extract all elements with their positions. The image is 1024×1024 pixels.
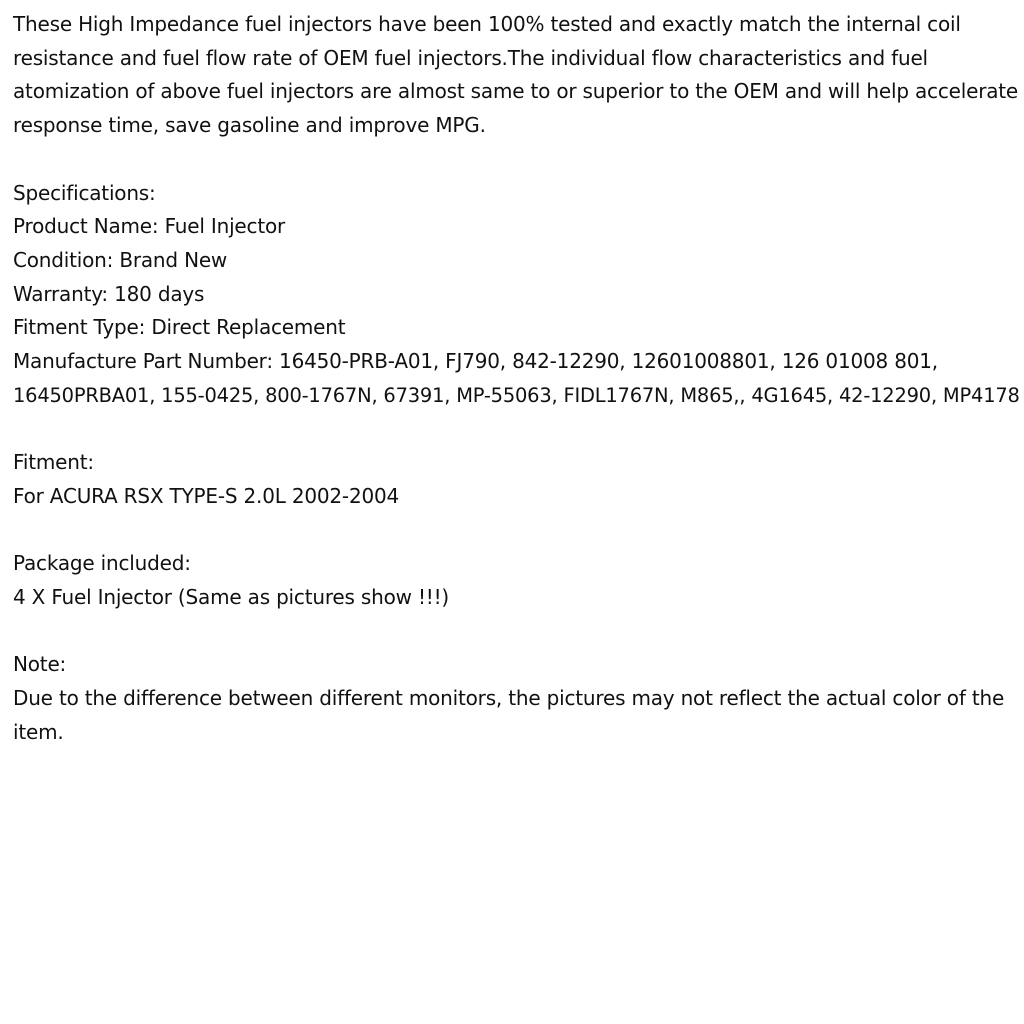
intro-line-1: These High Impedance fuel injectors have been 100% tested and exactly match the internal coil [13, 12, 961, 36]
package-heading: Package included: [13, 551, 191, 576]
spec-part-number-line-1: Manufacture Part Number: 16450-PRB-A01, FJ790, 842-12290, 12601008801, 126 01008 801, [13, 349, 938, 374]
package-text: 4 X Fuel Injector (Same as pictures show !!!) [13, 584, 450, 609]
spacer [13, 143, 1021, 177]
spacer [13, 412, 1021, 446]
intro-paragraph [13, 8, 1021, 143]
spec-fitment-type: Fitment Type: Direct Replacement [13, 315, 346, 340]
fitment-section [13, 446, 1021, 513]
fitment-heading: Fitment: [13, 450, 94, 475]
spacer [13, 615, 1021, 649]
note-heading: Note: [13, 652, 67, 677]
spacer [13, 514, 1021, 548]
spec-part-number-line-2: 16450PRBA01, 155-0425, 800-1767N, 67391, MP-55063, FIDL1767N, M865,, 4G1645, 42-12290, MP4178 [13, 383, 1020, 407]
intro-line-3: atomization of above fuel injectors are almost same to or superior to the OEM and will help accelerate [13, 79, 1019, 104]
specifications-heading: Specifications: [13, 180, 156, 205]
intro-line-4: response time, save gasoline and improve MPG. [13, 113, 486, 138]
note-section [13, 648, 1021, 749]
product-description [13, 8, 1021, 749]
specifications-section [13, 177, 1021, 413]
fitment-text: For ACURA RSX TYPE-S 2.0L 2002-2004 [13, 483, 400, 508]
note-line-2: item. [13, 719, 64, 744]
note-line-1: Due to the difference between different monitors, the pictures may not reflect the actual color of the [13, 686, 1005, 710]
spec-warranty: Warranty: 180 days [13, 281, 205, 306]
spec-product-name: Product Name: Fuel Injector [13, 214, 286, 239]
spec-condition: Condition: Brand New [13, 247, 228, 272]
intro-line-2: resistance and fuel flow rate of OEM fuel injectors.The individual flow characteristics and fuel [13, 45, 928, 70]
package-section [13, 547, 1021, 614]
